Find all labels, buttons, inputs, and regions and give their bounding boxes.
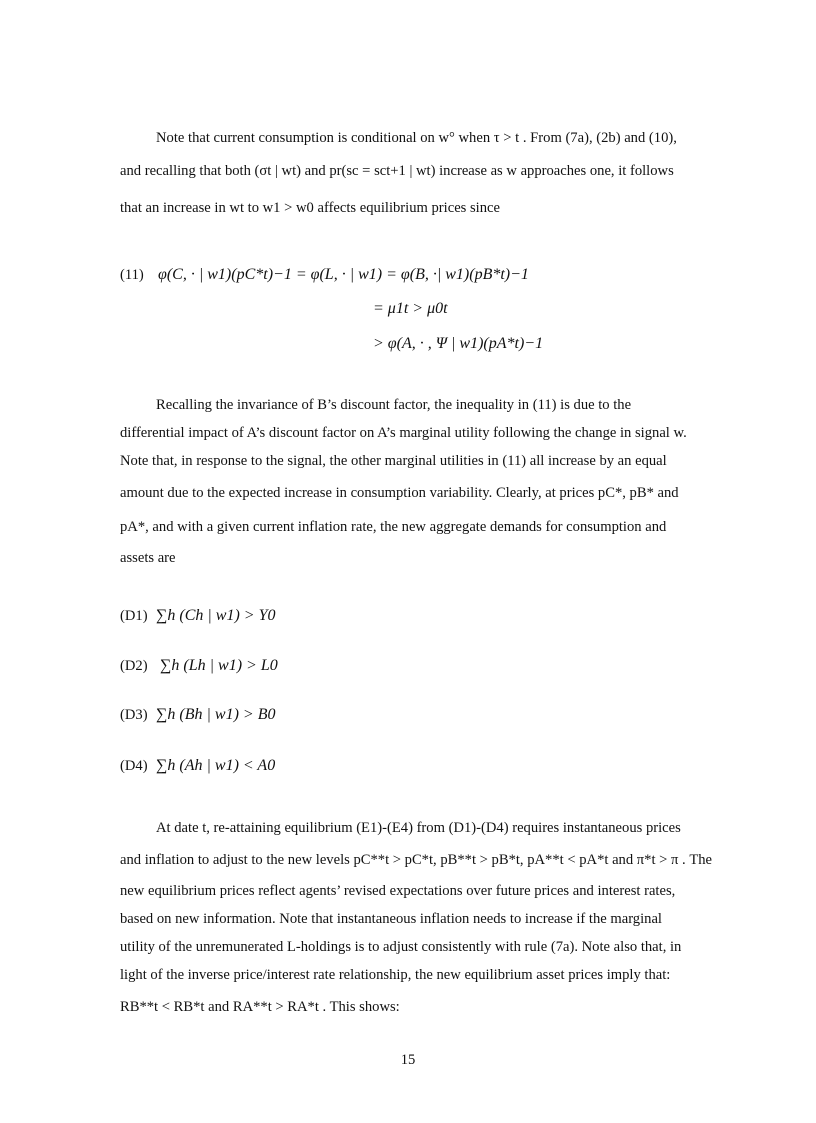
- paragraph2-line2: differential impact of A’s discount factor on A’s marginal utility following the change in signal w.: [120, 425, 687, 441]
- equation11-line3: > φ(A, · , Ψ | w1)(pA*t)−1: [373, 335, 544, 352]
- paragraph1-line3: that an increase in wt to w1 > w0 affects equilibrium prices since: [120, 200, 500, 216]
- paragraph3-line3: new equilibrium prices reflect agents’ revised expectations over future prices and interest rates,: [120, 883, 676, 899]
- paragraph2-line6: assets are: [120, 550, 176, 566]
- demand-d4-expression: ∑h (Ah | w1) < A0: [156, 757, 276, 774]
- demand-d2-expression: ∑h (Lh | w1) > L0: [160, 657, 278, 674]
- demand-d1-label: (D1): [120, 608, 148, 624]
- paragraph3-line6: light of the inverse price/interest rate relationship, the new equilibrium asset prices imply that:: [120, 967, 671, 983]
- paragraph1-line2: and recalling that both (σt | wt) and pr(sc = sct+1 | wt) increase as w approaches one, it follows: [120, 163, 674, 179]
- equation11-label: (11): [120, 267, 144, 283]
- demand-d4-label: (D4): [120, 758, 148, 774]
- equation11-line2: = μ1t > μ0t: [373, 300, 448, 317]
- demand-d3-expression: ∑h (Bh | w1) > B0: [156, 706, 276, 723]
- paragraph3-line7: RB**t < RB*t and RA**t > RA*t . This shows:: [120, 999, 400, 1015]
- paragraph3-line1: At date t, re-attaining equilibrium (E1)-(E4) from (D1)-(D4) requires instantaneous prices: [156, 820, 681, 836]
- paragraph2-line4: amount due to the expected increase in consumption variability. Clearly, at prices pC*, pB* and: [120, 485, 679, 501]
- paragraph2-line1: Recalling the invariance of B’s discount factor, the inequality in (11) is due to the: [156, 397, 632, 413]
- page-number: 15: [400, 1052, 416, 1068]
- paragraph2-line5: pA*, and with a given current inflation rate, the new aggregate demands for consumption and: [120, 519, 667, 535]
- paragraph3-line5: utility of the unremunerated L-holdings is to adjust consistently with rule (7a). Note also that, in: [120, 939, 682, 955]
- demand-d3-label: (D3): [120, 707, 148, 723]
- equation11-line1: φ(C, · | w1)(pC*t)−1 = φ(L, · | w1) = φ(B, ·| w1)(pB*t)−1: [158, 266, 529, 283]
- demand-d1-expression: ∑h (Ch | w1) > Y0: [156, 607, 276, 624]
- demand-d2-label: (D2): [120, 658, 148, 674]
- paragraph3-line2: and inflation to adjust to the new levels pC**t > pC*t, pB**t > pB*t, pA**t < pA*t and π*t > π . The: [120, 852, 713, 868]
- paragraph2-line3: Note that, in response to the signal, the other marginal utilities in (11) all increase by an equal: [120, 453, 667, 469]
- paragraph3-line4: based on new information. Note that instantaneous inflation needs to increase if the marginal: [120, 911, 662, 927]
- paragraph1-line1: Note that current consumption is conditional on w° when τ > t . From (7a), (2b) and (10),: [156, 130, 677, 146]
